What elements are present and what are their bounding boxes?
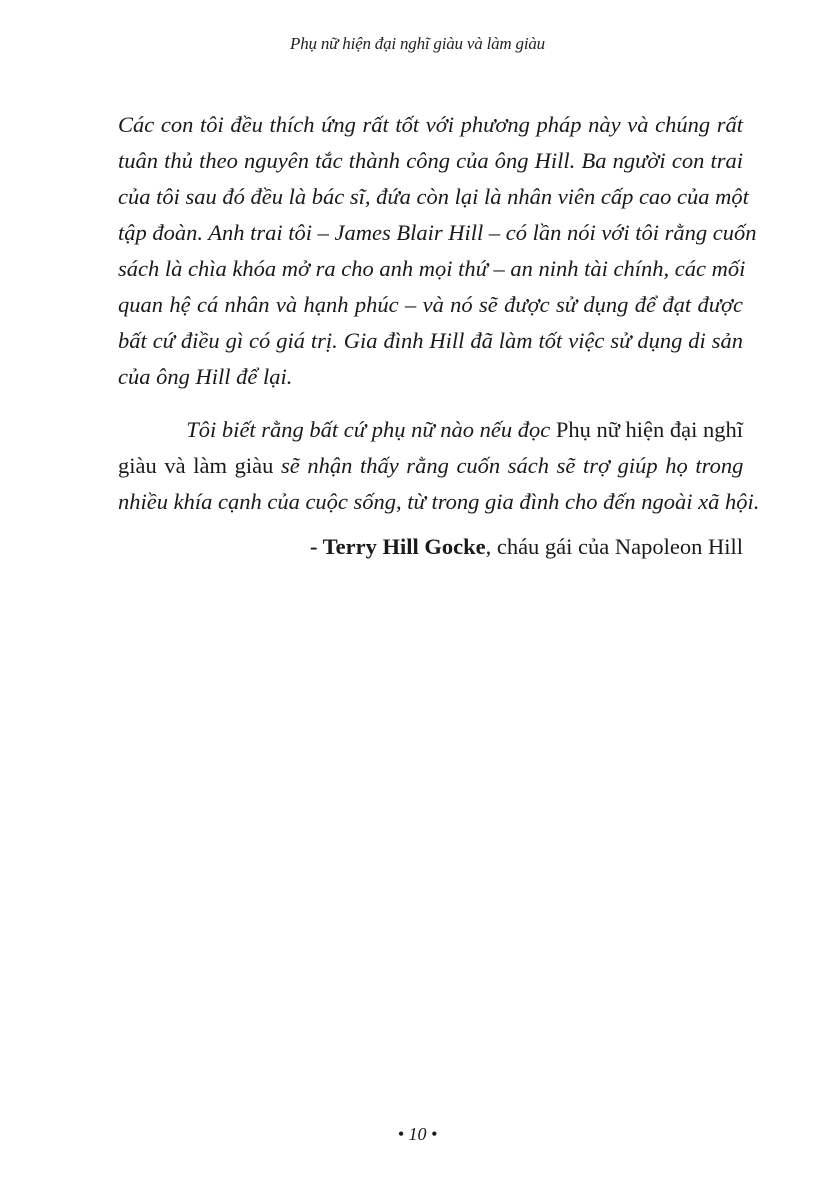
signature-dash: - [309, 534, 323, 559]
paragraph-line: nhiều khía cạnh của cuộc sống, từ trong gia đình cho đến ngoài xã hội. [118, 489, 760, 514]
line-text: sẽ nhận thấy rằng cuốn sách sẽ trợ giúp họ trong [280, 453, 744, 478]
signature [310, 533, 743, 561]
paragraph-line: tập đoàn. Anh trai tôi – James Blair Hill – có lần nói với tôi rằng cuốn [118, 220, 757, 245]
paragraph-line: bất cứ điều gì có giá trị. Gia đình Hill đã làm tốt việc sử dụng di sản [118, 328, 743, 353]
book-title: giàu và làm giàu [118, 453, 281, 478]
paragraph-line [118, 111, 743, 139]
signature-relation: , cháu gái của Napoleon Hill [485, 534, 743, 559]
paragraph-line: quan hệ cá nhân và hạnh phúc – và nó sẽ được sử dụng để đạt được [118, 292, 743, 317]
paragraph-line: của tôi sau đó đều là bác sĩ, đứa còn lại là nhân viên cấp cao của một [118, 184, 749, 209]
line-text: Tôi biết rằng bất cứ phụ nữ nào nếu đọc [186, 417, 556, 442]
page-number: • 10 • [397, 1124, 438, 1144]
book-title: Phụ nữ hiện đại nghĩ [555, 417, 743, 442]
paragraph-line [118, 452, 743, 480]
running-header: Phụ nữ hiện đại nghĩ giàu và làm giàu [290, 34, 545, 53]
paragraph-line: của ông Hill để lại. [118, 364, 293, 389]
signature-name: Terry Hill Gocke [322, 534, 486, 559]
paragraph-line: sách là chìa khóa mở ra cho anh mọi thứ – an ninh tài chính, các mối [118, 256, 746, 281]
paragraph-line: tuân thủ theo nguyên tắc thành công của ông Hill. Ba người con trai [118, 148, 743, 173]
paragraph-line [118, 416, 743, 444]
line-text: Các con tôi đều thích ứng rất tốt với phương pháp này và chúng rất [118, 112, 743, 137]
